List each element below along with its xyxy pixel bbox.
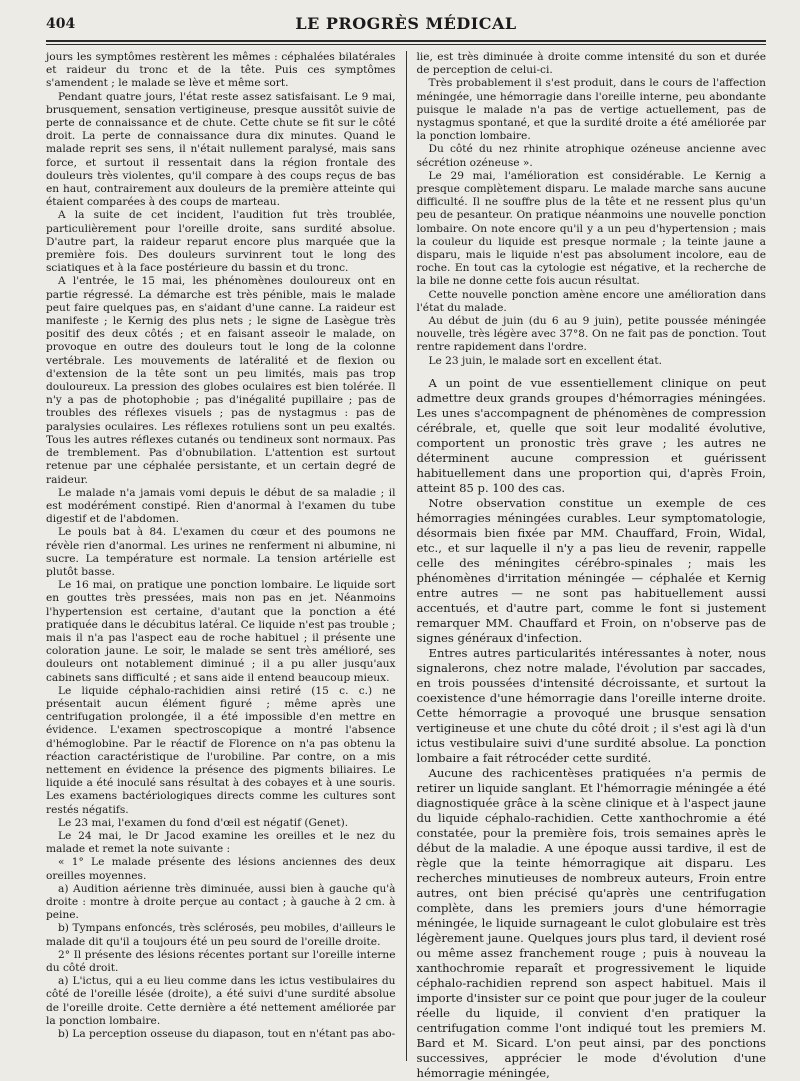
paragraph: Pendant quatre jours, l'état reste assez satisfaisant. Le 9 mai, brusquement, sensation vertigineuse, presque aussitôt suivie de perte de connaissance et de chute. Cette chute se fit sur le côté droit. La perte de connaissance dura dix minutes. Quand le malade reprit ses sens, il n'était nullement paralysé, mais sans force, et surtout il ressentait dans la région frontale des douleurs très violentes, qu'il compare à des coups reçus de bas en haut, contrairement aux douleurs de la première atteinte qui étaient comparées à des coups de marteau. (46, 90, 396, 209)
paragraph: lie, est très diminuée à droite comme intensité du son et durée de perception de celui-ci. (416, 51, 766, 77)
paragraph: jours les symptômes restèrent les mêmes : céphalées bilatérales et raideur du tronc et de la tête. Puis ces symptômes s'amendent ; le malade se lève et même sort. (46, 51, 396, 90)
left-column (46, 51, 396, 1061)
paragraph: Du côté du nez rhinite atrophique ozéneuse ancienne avec sécrétion ozéneuse ». (416, 143, 766, 169)
right-column (416, 51, 767, 1080)
paragraph: Entres autres particularités intéressantes à noter, nous signalerons, chez notre malade, l'évolution par saccades, en trois poussées d'intensité décroissante, et surtout la coexistence d'une hémorragie dans l'oreille interne droite. Cette hémorragie a provoqué une brusque sensation vertigineuse et une chute du côté droit ; il s'est agi là d'un ictus vestibulaire suivi d'une surdité absolue. La ponction lombaire a fait rétrocéder cette surdité. (416, 645, 766, 765)
paragraph: a) L'ictus, qui a eu lieu comme dans les ictus vestibulaires du côté de l'oreille lésée (droite), a été suivi d'une surdité absolue de l'oreille droite. Cette dernière a été nettement améliorée par la ponction lombaire. (46, 975, 396, 1027)
header-rule-thin (46, 44, 766, 45)
section-gap (417, 368, 767, 376)
paragraph: Le 24 mai, le Dr Jacod examine les oreilles et le nez du malade et remet la note suivante : (46, 829, 396, 856)
paragraph: Cette nouvelle ponction amène encore une amélioration dans l'état du malade. (416, 288, 766, 314)
paragraph: A l'entrée, le 15 mai, les phénomènes douloureux ont en partie régressé. La démarche est très pénible, mais le malade peut faire quelques pas, en s'aidant d'une canne. La raideur est manifeste ; le Kernig des plus nets ; le signe de Lasègue très positif des deux côtés ; et en faisant asseoir le malade, on provoque en outre des douleurs tout le long de la colonne vertébrale. Les mouvements de latéralité et de flexion ou d'extension de la tête sont un peu limités, mais pas trop douloureux. La pression des globes oculaires est bien tolérée. Il n'y a pas de photophobie ; pas d'inégalité pupillaire ; pas de troubles des réflexes visuels ; pas de nystagmus : pas de paralysies oculaires. Les réflexes rotuliens sont un peu exaltés. Tous les autres réflexes cutanés ou tendineux sont normaux. Pas de tremblement. Pas d'obnubilation. L'attention est surtout retenue par une céphalée persistante, et un certain degré de raideur. (46, 275, 396, 486)
paragraph: Au début de juin (du 6 au 9 juin), petite poussée méningée nouvelle, très légère avec 37°8. On ne fait pas de ponction. Tout rentre rapidement dans l'ordre. (416, 315, 766, 354)
paragraph: b) La perception osseuse du diapason, tout en n'étant pas abo- (58, 1028, 396, 1041)
journal-title: LE PROGRÈS MÉDICAL (295, 14, 517, 33)
paragraph: a) Audition aérienne très diminuée, aussi bien à gauche qu'à droite : montre à droite perçue au contact ; à gauche à 2 cm. à peine. (46, 882, 396, 922)
paragraph: Le 29 mai, l'amélioration est considérable. Le Kernig a presque complètement disparu. Le malade marche sans aucune difficulté. Il ne souffre plus de la tête et ne ressent plus qu'un peu de pesanteur. On pratique néanmoins une nouvelle ponction lombaire. On note encore qu'il y a un peu d'hypertension ; mais la couleur du liquide est presque normale ; la teinte jaune a disparu, mais le liquide n'est pas absolument incolore, eau de roche. En tout cas la cytologie est négative, et la recherche de la bile ne donne cette fois aucun résultat. (416, 169, 766, 288)
paragraph: Très probablement il s'est produit, dans le cours de l'affection méningée, une hémorragie dans l'oreille interne, peu abondante puisque le malade n'a pas de vertige actuellement, pas de nystagmus spontané, et que la surdité droite a été améliorée par la ponction lombaire. (416, 77, 766, 143)
paragraph: Le 23 mai, l'examen du fond d'œil est négatif (Genet). (58, 816, 349, 829)
paragraph: Le 23 juin, le malade sort en excellent état. (428, 354, 662, 367)
observation-continuation (417, 51, 767, 368)
page-number: 404 (46, 16, 76, 32)
paragraph: b) Tympans enfoncés, très sclérosés, peu mobiles, d'ailleurs le malade dit qu'il a toujours été un peu sourd de l'oreille droite. (46, 922, 396, 948)
paragraph: Le liquide céphalo-rachidien ainsi retiré (15 c. c.) ne présentait aucun élément figuré ; même après une centrifugation prolongée, il a été impossible d'en mettre en évidence. L'examen spectroscopique a montré l'absence d'hémoglobine. Par le réactif de Florence on n'a pas obtenu la réaction caractéristique de l'urobiline. Par contre, on a mis nettement en évidence la présence des pigments biliaires. Le liquide a été inoculé sans résultat à des cobayes et à une souris. Les examens bactériologiques directs comme les cultures sont restés négatifs. (46, 684, 396, 816)
paragraph: 2° Il présente des lésions récentes portant sur l'oreille interne du côté droit. (46, 948, 396, 975)
discussion-section (417, 376, 767, 1081)
paragraph: Le malade n'a jamais vomi depuis le début de sa maladie ; il est modérément constipé. Rien d'anormal à l'examen du tube digestif et de l'abdomen. (46, 486, 396, 526)
paragraph: « 1° Le malade présente des lésions anciennes des deux oreilles moyennes. (46, 856, 396, 882)
page-header (46, 14, 766, 36)
paragraph: A un point de vue essentiellement clinique on peut admettre deux grands groupes d'hémorragies méningées. Les unes s'accompagnent de phénomènes de compression cérébrale, et, quelle que soit leur modalité évolutive, comportent un pronostic très grave ; les autres ne déterminent aucune compression et guérissent habituellement dans une proportion qui, d'après Froin, atteint 85 p. 100 des cas. (416, 375, 766, 495)
paragraph: Le 16 mai, on pratique une ponction lombaire. Le liquide sort en gouttes très pressées, mais non pas en jet. Néanmoins l'hypertension est certaine, d'autant que la ponction a été pratiquée dans le décubitus latéral. Ce liquide n'est pas trouble ; mais il n'a pas l'aspect eau de roche habituel ; il présente une coloration jaune. Le soir, le malade se sent très amélioré, ses douleurs ont notablement diminué ; il a pu aller jusqu'aux cabinets sans difficulté ; et sans aide il entend beaucoup mieux. (46, 579, 396, 684)
header-rule (46, 40, 766, 42)
text-columns (46, 51, 766, 1080)
paragraph: Aucune des rachicentèses pratiquées n'a permis de retirer un liquide sanglant. Et l'hémorragie méningée a été diagnostiquée grâce à la scène clinique et à l'aspect jaune du liquide céphalo-rachidien. Cette xanthochromie a été constatée, pour la première fois, trois semaines après le début de la maladie. A une époque aussi tardive, il est de règle que la teinte hémorragique ait disparu. Les recherches minutieuses de nombreux auteurs, Froin entre autres, ont bien précisé qu'après une centrifugation complète, dans les premiers jours d'une hémorragie méningée, le liquide surnageant le culot globulaire est très légèrement jaune. Quelques jours plus tard, il devient rosé ou même assez franchement rouge ; puis à nouveau la xanthochromie reparaît et progressivement le liquide céphalo-rachidien reprend son aspect habituel. Mais il importe d'insister sur ce point que pour juger de la couleur réelle du liquide, il convient d'en pratiquer la centrifugation comme l'ont indiqué tout les premiers M. Bard et M. Sicard. L'on peut ainsi, par des ponctions successives, apprécier le mode d'évolution d'une hémorragie méningée, (416, 765, 766, 1080)
paragraph: Notre observation constitue un exemple de ces hémorragies méningées curables. Leur symptomatologie, désormais bien fixée par MM. Chauffard, Froin, Widal, etc., et sur laquelle il n'y a pas lieu de revenir, rappelle celle des méningites cérébro-spinales ; mais les phénomènes d'irritation méningée — céphalée et Kernig entre autres — ne sont pas habituellement aussi accentués, et d'autre part, comme le font si justement remarquer MM. Chauffard et Froin, on n'observe pas de signes généraux d'infection. (416, 495, 766, 645)
paragraph: A la suite de cet incident, l'audition fut très troublée, particulièrement pour l'oreille droite, sans surdité absolue. D'autre part, la raideur reparut encore plus marquée que la première fois. Des douleurs survinrent tout le long des sciatiques et à la face postérieure du bassin et du tronc. (46, 209, 396, 275)
column-divider (406, 51, 407, 1061)
paragraph: Le pouls bat à 84. L'examen du cœur et des poumons ne révèle rien d'anormal. Les urines ne renferment ni albumine, ni sucre. La température est normale. La tension artérielle est plutôt basse. (46, 526, 396, 578)
